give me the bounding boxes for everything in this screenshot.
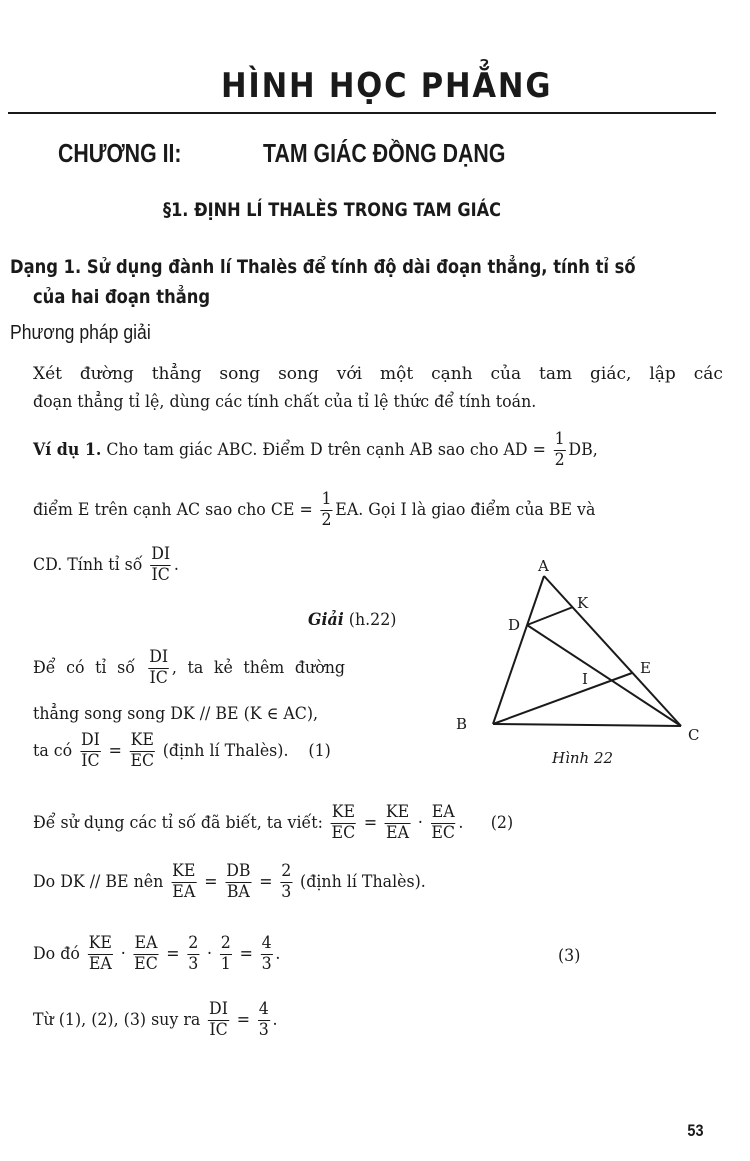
example-line3 [33,545,179,585]
fraction: $\frac{DI}{IC}$ [151,544,171,585]
label-e: E [640,659,651,677]
problem-type-heading-line1: Dạng 1. Sử dụng đành lí Thalès để tính độ dài đoạn thẳng, tính tỉ số [10,256,636,278]
label-i: I [582,670,588,688]
solution-text: . [458,813,464,833]
fraction: $\frac{DB}{BA}$ [226,861,251,902]
figure-reference: (h.22) [348,610,397,630]
solution-text: ta có [33,741,73,761]
fraction: $\frac{1}{2}$ [554,429,565,470]
solution-p4 [33,803,513,843]
fraction: $\frac{EA}{EC}$ [134,933,158,974]
equals-sign: = [204,872,218,892]
label-d: D [508,616,521,634]
title-divider [8,112,716,114]
equation-number-3: (3) [558,946,581,966]
solution-p7 [33,1000,278,1040]
fraction: $\frac{KE}{EC}$ [331,802,356,843]
solution-text: Do DK // BE nên [33,872,164,892]
solution-text: (định lí Thalès). [162,741,289,761]
equals-sign: = [108,741,122,761]
section-title: §1. ĐỊNH LÍ THALÈS TRONG TAM GIÁC [163,199,501,221]
fraction: $\frac{EA}{EC}$ [431,802,456,843]
example-text: DB, [568,440,598,460]
fraction: $\frac{KE}{EA}$ [172,861,196,902]
fraction: $\frac{2}{3}$ [281,861,292,902]
method-word: cạnh [431,364,473,384]
solution-p2: thẳng song song DK // BE (K ∈ AC), [33,704,319,724]
method-word: thẳng [151,364,202,384]
equals-sign: = [236,1010,250,1030]
example-text: . [173,555,179,575]
multiply-dot: · [417,813,423,833]
method-word: các [693,364,723,384]
fraction: $\frac{4}{3}$ [258,999,269,1040]
example-text: EA. Gọi I là giao điểm của BE và [335,500,596,520]
equation-number: (1) [308,741,331,761]
fraction: $\frac{DI}{IC}$ [80,730,100,771]
method-word: với [336,364,363,384]
problem-type-heading-line2: của hai đoạn thẳng [33,286,211,308]
method-heading: Phương pháp giải [10,322,151,344]
triangle-figure [450,550,750,780]
solution-p5 [33,862,426,902]
page-number: 53 [687,1121,704,1140]
solution-label: Giải [308,610,344,630]
solution-text: Do đó [33,944,80,964]
solution-heading [308,610,396,630]
solution-text: , ta kẻ thêm đường [171,658,346,678]
multiply-dot: · [120,944,126,964]
fraction: $\frac{KE}{EA}$ [88,933,112,974]
fraction: $\frac{4}{3}$ [261,933,272,974]
method-word: đường [79,364,134,384]
solution-text: (định lí Thalès). [300,872,426,892]
chapter-label: CHƯƠNG II: [58,138,182,168]
fraction: $\frac{2}{1}$ [220,933,231,974]
label-k: K [577,594,589,612]
fraction: $\frac{KE}{EA}$ [385,802,410,843]
example-text: điểm E trên cạnh AC sao cho CE = [33,500,313,520]
figure-caption: Hình 22 [552,749,614,767]
solution-text: . [272,1010,278,1030]
fraction: $\frac{DI}{IC}$ [149,647,169,688]
example-line2 [33,490,595,530]
method-word: giác, [590,364,632,384]
method-word: tam [539,364,573,384]
equals-sign: = [166,944,180,964]
multiply-dot: · [207,944,213,964]
method-line2: đoạn thẳng tỉ lệ, dùng các tính chất của tỉ lệ thức để tính toán. [33,392,537,412]
chapter-title: TAM GIÁC ĐỒNG DẠNG [263,138,506,168]
solution-text: Để có tỉ số [33,658,135,678]
equals-sign: = [363,813,378,833]
label-b: B [456,715,468,733]
method-word: Xét [33,364,62,384]
method-word: song [278,364,319,384]
solution-text: . [275,944,281,964]
fraction: $\frac{2}{3}$ [188,933,199,974]
fraction: $\frac{1}{2}$ [321,489,332,530]
solution-p6 [33,934,280,974]
equals-sign: = [239,944,253,964]
method-word: một [379,364,414,384]
equals-sign: = [259,872,273,892]
fraction: $\frac{KE}{EC}$ [130,730,155,771]
solution-p1 [33,648,345,688]
equation-number: (2) [490,813,514,833]
example-text: Cho tam giác ABC. Điểm D trên cạnh AB sao cho AD = [106,440,546,460]
part-title: HÌNH HỌC PHẲNG [221,66,553,106]
solution-text: Để sử dụng các tỉ số đã biết, ta viết: [33,813,323,833]
label-a: A [538,557,549,575]
solution-text: Từ (1), (2), (3) suy ra [33,1010,201,1030]
example-line1 [33,430,598,470]
method-word: lập [649,364,676,384]
solution-p3 [33,731,331,771]
example-label: Ví dụ 1. [33,440,102,460]
method-word: song [219,364,261,384]
fraction: $\frac{DI}{IC}$ [209,999,228,1040]
label-c: C [688,726,700,744]
example-text: CD. Tính tỉ số [33,555,143,575]
method-line1 [33,364,723,384]
method-word: của [490,364,522,384]
